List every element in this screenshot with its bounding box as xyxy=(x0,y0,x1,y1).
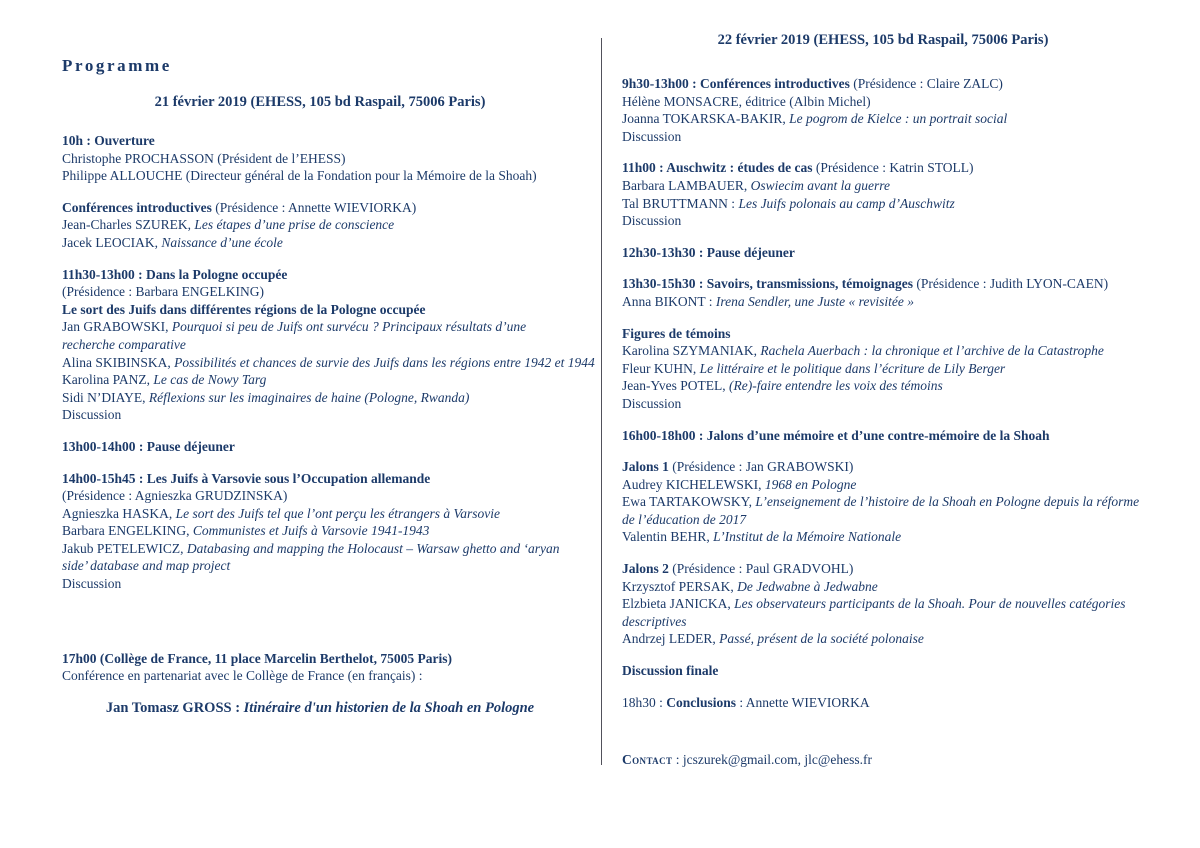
text-segment: : jcszurek@gmail.com, jlc@ehess.fr xyxy=(672,752,872,768)
discussion-line xyxy=(622,128,1144,146)
session-time-title xyxy=(62,438,578,456)
session-block-auschwitz xyxy=(622,159,1144,229)
speaker-line xyxy=(622,476,1144,494)
text-segment: Krzysztof PERSAK, xyxy=(622,578,738,594)
gross-lecture-line xyxy=(62,700,578,718)
speaker-line xyxy=(622,177,1144,195)
session-block-savoirs xyxy=(622,275,1144,310)
text-segment: Jakub PETELEWICZ, xyxy=(62,540,187,556)
session-subtitle xyxy=(622,662,1144,680)
text-segment: 9h30-13h00 : Conférences introductives xyxy=(622,76,850,91)
text-segment: L’Institut de la Mémoire Nationale xyxy=(713,529,902,545)
text-segment: 16h00-18h00 : Jalons d’une mémoire et d’une contre-mémoire de la Shoah xyxy=(622,427,1050,443)
presidence-line xyxy=(62,487,578,505)
text-segment: Communistes et Juifs à Varsovie 1941-1943 xyxy=(192,523,430,539)
text-segment: Discussion finale xyxy=(622,663,719,679)
text-segment: Hélène MONSACRE, éditrice (Albin Michel) xyxy=(622,93,871,109)
speaker-line xyxy=(62,216,578,234)
session-block-gross-lecture xyxy=(62,700,578,718)
text-segment: Sidi N’DIAYE, xyxy=(62,389,149,405)
speaker-line xyxy=(62,167,578,185)
text-segment: 11h30-13h00 : Dans la Pologne occupée xyxy=(62,266,288,282)
session-block-college-de-france xyxy=(62,650,578,685)
text-segment: (Re)-faire entendre les voix des témoins xyxy=(729,378,943,394)
session-time-title xyxy=(622,244,1144,262)
text-segment: 10h : Ouverture xyxy=(62,133,155,148)
text-segment: Le pogrom de Kielce : un portrait social xyxy=(789,111,1008,127)
session-time-title xyxy=(62,650,578,668)
speaker-line xyxy=(622,493,1144,528)
text-segment: Jan GRABOWSKI, xyxy=(62,319,172,335)
text-segment: Contact xyxy=(622,752,673,768)
text-segment: 12h30-13h30 : Pause déjeuner xyxy=(622,244,795,260)
discussion-line xyxy=(62,575,578,593)
day2-date-heading: 22 février 2019 (EHESS, 105 bd Raspail, 75006 Paris) xyxy=(717,32,1049,48)
session-block-jalons-2 xyxy=(622,560,1144,648)
text-segment: 18h30 : xyxy=(622,694,667,710)
speaker-line xyxy=(622,342,1144,360)
text-segment: Discussion xyxy=(62,576,122,592)
text-segment: Joanna TOKARSKA-BAKIR, xyxy=(622,111,790,127)
text-segment: Anna BIKONT : xyxy=(622,293,716,309)
text-segment: Tal BRUTTMANN : xyxy=(622,195,739,211)
session-time-title xyxy=(622,75,1144,93)
speaker-line xyxy=(622,578,1144,596)
text-segment: Fleur KUHN, xyxy=(622,360,700,376)
day2-column xyxy=(622,32,1144,783)
text-segment: Databasing and mapping the Holocaust – Warsaw ghetto and ‘aryan side’ database and map project xyxy=(62,540,560,574)
text-segment: Le sort des Juifs tel que l’ont perçu les étrangers à Varsovie xyxy=(175,505,500,521)
text-segment: Discussion xyxy=(622,128,682,144)
text-segment: Conclusions xyxy=(666,694,737,710)
text-segment: Agnieszka HASKA, xyxy=(62,505,176,521)
speaker-line xyxy=(622,360,1144,378)
text-segment: Possibilités et chances de survie des Juifs dans les régions entre 1942 et 1944 xyxy=(174,354,595,370)
speaker-line xyxy=(62,234,578,252)
speaker-line xyxy=(62,354,595,372)
speaker-line xyxy=(622,630,1144,648)
speaker-line xyxy=(622,595,1144,630)
text-segment: Elzbieta JANICKA, xyxy=(622,596,735,612)
day1-column xyxy=(62,56,595,731)
session-subtitle xyxy=(622,560,1144,578)
text-segment: (Présidence : Barbara ENGELKING) xyxy=(62,284,265,300)
text-segment: Irena Sendler, une Juste « revisitée » xyxy=(715,293,914,309)
text-segment: Le littéraire et le politique dans l’écriture de Lily Berger xyxy=(699,360,1006,376)
text-segment: Rachela Auerbach : la chronique et l’archive de la Catastrophe xyxy=(760,343,1104,359)
session-note-line xyxy=(62,667,578,685)
text-segment: Valentin BEHR, xyxy=(622,529,714,545)
session-block-intro-day2 xyxy=(622,75,1144,145)
session-time-title xyxy=(62,266,578,284)
speaker-line xyxy=(62,371,578,389)
session-subtitle xyxy=(622,458,1144,476)
text-segment: Philippe ALLOUCHE (Directeur général de la Fondation pour la Mémoire de la Shoah) xyxy=(62,168,537,184)
text-segment: Réflexions sur les imaginaires de haine (Pologne, Rwanda) xyxy=(148,389,470,405)
text-segment: Discussion xyxy=(62,407,122,423)
text-segment: De Jedwabne à Jedwabne xyxy=(737,578,878,594)
text-segment: 17h00 (Collège de France, 11 place Marcelin Berthelot, 75005 Paris) xyxy=(62,650,453,666)
text-segment: : Annette WIEVIORKA xyxy=(736,694,870,710)
text-segment: (Présidence : Paul GRADVOHL) xyxy=(668,561,854,577)
session-time-title xyxy=(622,427,1144,445)
session-time-title xyxy=(62,199,578,217)
text-segment: Andrzej LEDER, xyxy=(622,631,720,647)
text-segment: L’enseignement de l’histoire de la Shoah en Pologne depuis la réforme de l’éducation de 2017 xyxy=(622,494,1140,527)
text-segment: 13h00-14h00 : Pause déjeuner xyxy=(62,438,235,454)
speaker-line xyxy=(622,528,1144,546)
text-segment: Audrey KICHELEWSKI, xyxy=(622,476,765,492)
text-segment: Jacek LEOCIAK, xyxy=(62,234,162,250)
text-segment: Le cas de Nowy Targ xyxy=(153,372,267,388)
text-segment: Barbara LAMBAUER, xyxy=(622,177,751,193)
text-segment: (Présidence : Agnieszka GRUDZINSKA) xyxy=(62,488,288,504)
session-block-intro-lectures xyxy=(62,199,578,252)
day1-date-heading: 21 février 2019 (EHESS, 105 bd Raspail, 75006 Paris) xyxy=(154,94,486,110)
session-time-title xyxy=(622,275,1144,293)
session-block-discussion-finale xyxy=(622,662,1144,680)
text-segment: Conférence en partenariat avec le Collège de France (en français) : xyxy=(62,668,423,684)
text-segment: Barbara ENGELKING, xyxy=(62,523,193,539)
text-segment: (Présidence : Claire ZALC) xyxy=(849,76,1003,91)
text-segment: Christophe PROCHASSON (Président de l’EHESS) xyxy=(62,150,346,166)
session-block-lunch-day2 xyxy=(622,244,1144,262)
session-block-jalons-1 xyxy=(622,458,1144,546)
session-subtitle xyxy=(62,301,578,319)
text-segment: Ewa TARTAKOWSKY, xyxy=(622,494,756,510)
speaker-line xyxy=(62,505,578,523)
presidence-line xyxy=(62,283,578,301)
text-segment: (Présidence : Annette WIEVIORKA) xyxy=(211,199,417,215)
text-segment: 13h30-15h30 : Savoirs, transmissions, témoignages xyxy=(622,276,914,292)
session-block-figures-de-temoins xyxy=(622,325,1144,413)
speaker-line xyxy=(622,377,1144,395)
speaker-line xyxy=(62,150,578,168)
session-subtitle xyxy=(622,325,1144,343)
text-segment: Discussion xyxy=(622,395,682,411)
session-time-title xyxy=(622,159,1144,177)
text-segment: Les Juifs polonais au camp d’Auschwitz xyxy=(738,195,955,211)
session-time-title xyxy=(62,470,578,488)
session-block-lunch-day1 xyxy=(62,438,578,456)
session-block-opening xyxy=(62,132,578,185)
column-divider xyxy=(601,38,602,765)
text-segment: (Présidence : Katrin STOLL) xyxy=(812,160,974,176)
text-segment: Pourquoi si peu de Juifs ont survécu ? Principaux résultats d’une recherche comparative xyxy=(62,319,527,352)
text-segment: Itinéraire d'un historien de la Shoah en Pologne xyxy=(243,699,535,716)
discussion-line xyxy=(622,395,1144,413)
text-segment: Alina SKIBINSKA, xyxy=(62,354,175,370)
text-segment: Jalons 1 xyxy=(622,459,669,475)
text-segment: Jean-Yves POTEL, xyxy=(622,378,729,394)
speaker-line xyxy=(622,93,1144,111)
speaker-line xyxy=(62,318,578,353)
text-segment: 1968 en Pologne xyxy=(764,476,857,492)
discussion-line xyxy=(62,406,578,424)
text-segment: Jan Tomasz GROSS : xyxy=(105,699,244,716)
text-segment: 11h00 : Auschwitz : études de cas xyxy=(622,160,813,176)
text-segment: 14h00-15h45 : Les Juifs à Varsovie sous l’Occupation allemande xyxy=(62,470,431,486)
text-segment: Conférences introductives xyxy=(62,199,212,215)
text-segment: Les étapes d’une prise de conscience xyxy=(194,217,395,233)
text-segment: (Présidence : Jan GRABOWSKI) xyxy=(668,459,854,475)
session-block-conclusions xyxy=(622,694,1144,712)
session-time-title xyxy=(62,132,578,150)
text-segment: Jean-Charles SZUREK, xyxy=(62,217,195,233)
speaker-line xyxy=(62,540,578,575)
text-segment: Naissance d’une école xyxy=(161,234,283,250)
text-segment: Karolina PANZ, xyxy=(62,372,154,388)
speaker-line xyxy=(62,522,578,540)
text-segment: Passé, présent de la société polonaise xyxy=(719,631,924,647)
session-block-jalons-header xyxy=(622,427,1144,445)
speaker-line xyxy=(62,389,578,407)
text-segment: Figures de témoins xyxy=(622,325,731,341)
conclusions-line xyxy=(622,694,1144,712)
text-segment: (Présidence : Judith LYON-CAEN) xyxy=(913,276,1109,292)
session-block-pologne-occupee xyxy=(62,266,595,424)
text-segment: Karolina SZYMANIAK, xyxy=(622,343,761,359)
text-segment: Jalons 2 xyxy=(622,561,669,577)
program-title: Programme xyxy=(62,56,172,75)
text-segment: Le sort des Juifs dans différentes régions de la Pologne occupée xyxy=(62,301,426,317)
session-block-varsovie xyxy=(62,470,578,593)
speaker-line xyxy=(622,195,1144,213)
text-segment: Oswiecim avant la guerre xyxy=(750,177,890,193)
speaker-line xyxy=(622,110,1144,128)
speaker-line xyxy=(622,293,1144,311)
discussion-line xyxy=(622,212,1144,230)
contact-line xyxy=(622,751,1144,769)
text-segment: Discussion xyxy=(622,213,682,229)
text-segment: Les observateurs participants de la Shoah. Pour de nouvelles catégories descriptives xyxy=(622,596,1126,629)
contact-block xyxy=(622,751,1144,769)
